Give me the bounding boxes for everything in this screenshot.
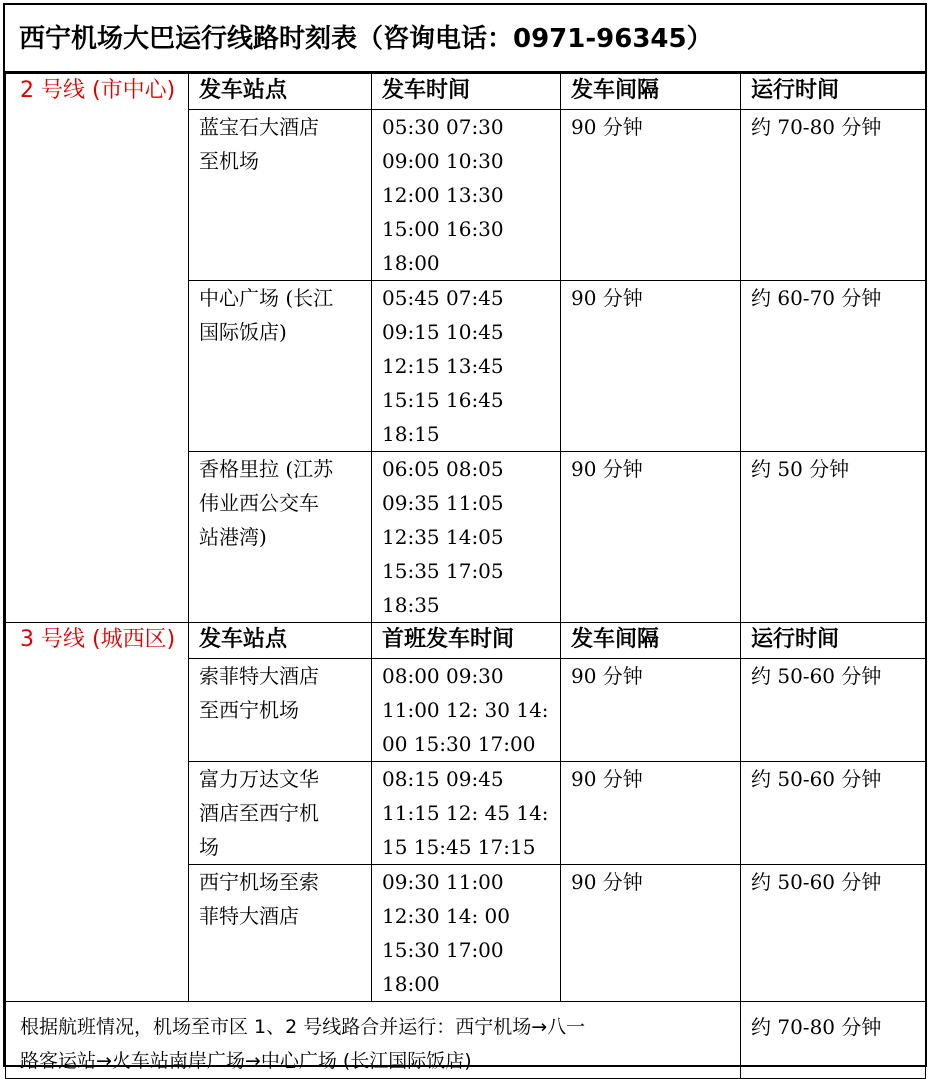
- route2-header-time: 发车时间: [372, 74, 561, 110]
- times-cell: 09:30 11:00 12:30 14: 00 15:30 17:00 18:00: [372, 865, 561, 1002]
- schedule-table: [5, 73, 926, 1079]
- station-cell: 索菲特大酒店 至西宁机场: [189, 659, 372, 762]
- interval-cell: 90 分钟: [561, 281, 741, 452]
- duration-cell: 约 60-70 分钟: [741, 281, 926, 452]
- route3-header-interval: 发车间隔: [561, 623, 741, 659]
- station-cell: 中心广场 (长江 国际饭店): [189, 281, 372, 452]
- duration-cell: 约 50-60 分钟: [741, 865, 926, 1002]
- interval-cell: 90 分钟: [561, 110, 741, 281]
- interval-cell: 90 分钟: [561, 762, 741, 865]
- times-cell: 06:05 08:05 09:35 11:05 12:35 14:05 15:35 17:05 18:35: [372, 452, 561, 623]
- route3-header-station: 发车站点: [189, 623, 372, 659]
- station-cell: 西宁机场至索 菲特大酒店: [189, 865, 372, 1002]
- duration-cell: 约 50-60 分钟: [741, 762, 926, 865]
- route2-label: 2 号线 (市中心): [6, 74, 189, 623]
- duration-cell: 约 50 分钟: [741, 452, 926, 623]
- duration-cell: 约 70-80 分钟: [741, 110, 926, 281]
- timetable-sheet: [3, 3, 927, 1072]
- route2-header-station: 发车站点: [189, 74, 372, 110]
- duration-cell: 约 50-60 分钟: [741, 659, 926, 762]
- route2-header-row: [6, 74, 926, 110]
- station-cell: 富力万达文华 酒店至西宁机 场: [189, 762, 372, 865]
- route3-header-duration: 运行时间: [741, 623, 926, 659]
- times-cell: 08:00 09:30 11:00 12: 30 14: 00 15:30 17:00: [372, 659, 561, 762]
- route3-header-time: 首班发车时间: [372, 623, 561, 659]
- times-cell: 08:15 09:45 11:15 12: 45 14: 15 15:45 17:15: [372, 762, 561, 865]
- interval-cell: 90 分钟: [561, 659, 741, 762]
- station-cell: 蓝宝石大酒店 至机场: [189, 110, 372, 281]
- interval-cell: 90 分钟: [561, 452, 741, 623]
- route2-header-duration: 运行时间: [741, 74, 926, 110]
- route3-label: 3 号线 (城西区): [6, 623, 189, 1002]
- times-cell: 05:30 07:30 09:00 10:30 12:00 13:30 15:00 16:30 18:00: [372, 110, 561, 281]
- footer-row: [6, 1002, 926, 1079]
- route3-header-row: [6, 623, 926, 659]
- route2-header-interval: 发车间隔: [561, 74, 741, 110]
- interval-cell: 90 分钟: [561, 865, 741, 1002]
- footer-duration: 约 70-80 分钟: [741, 1002, 926, 1079]
- page-title: 西宁机场大巴运行线路时刻表（咨询电话：0971-96345）: [5, 5, 925, 73]
- times-cell: 05:45 07:45 09:15 10:45 12:15 13:45 15:15 16:45 18:15: [372, 281, 561, 452]
- station-cell: 香格里拉 (江苏 伟业西公交车 站港湾): [189, 452, 372, 623]
- footer-note: 根据航班情况，机场至市区 1、2 号线路合并运行：西宁机场→八一 路客运站→火车站南岸广场→中心广场 (长江国际饭店): [6, 1002, 741, 1079]
